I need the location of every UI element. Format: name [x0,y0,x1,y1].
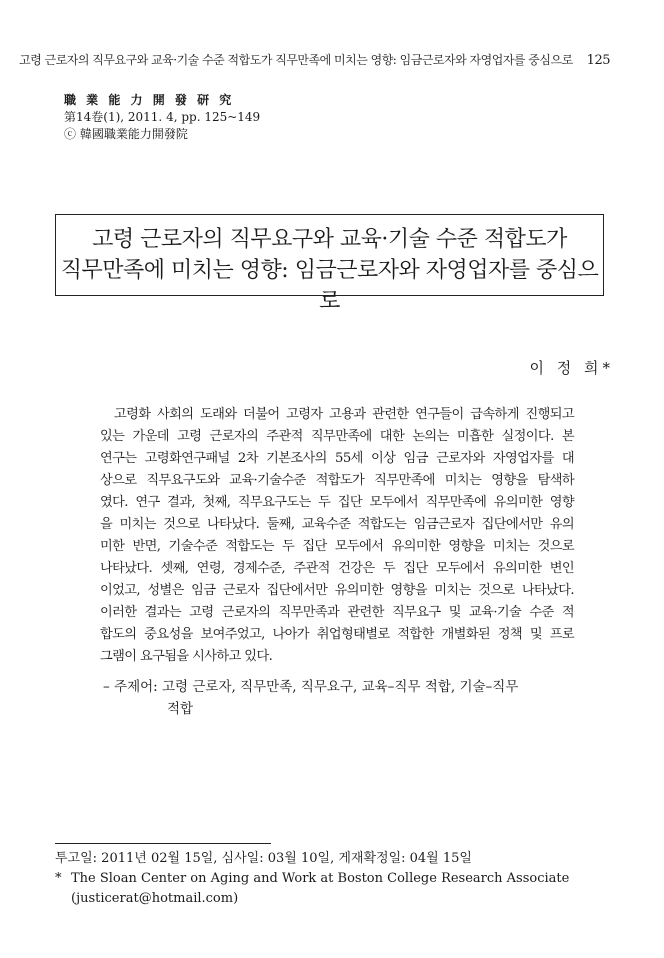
keywords-line-1: – 주제어: 고령 근로자, 직무만족, 직무요구, 교육–직무 적합, 기술–직무 [103,679,519,695]
author-email[interactable]: (justicerat@hotmail.com) [71,891,239,906]
abstract-line: 고령화 사회의 도래와 더불어 고령자 고용과 관련한 연구들이 급속하게 진행되고 [114,407,574,422]
paper-title-line-2: 직무만족에 미치는 영향: 임금근로자와 자영업자를 중심으로 [60,258,599,314]
running-head-title: 고령 근로자의 직무요구와 교육·기술 수준 적합도가 직무만족에 미치는 영향: 임금근로자와 자영업자를 중심으로 [19,53,573,67]
paper-title [56,215,603,317]
footnote-divider [55,843,271,844]
author-name: 이 정 희* [529,359,614,377]
abstract-line: 나타났다. 셋째, 연령, 경제수준, 주관적 건강은 두 집단 모두에서 유의미한 변인 [100,561,574,576]
abstract-line: 그램이 요구됨을 시사하고 있다. [100,649,273,664]
footnotes [55,849,610,909]
abstract-line: 있는 가운데 고령 근로자의 주관적 직무만족에 대한 논의는 미흡한 실정이다. 본 [100,429,574,444]
journal-info [64,92,260,143]
abstract-line: 합도의 중요성을 보여주었고, 나아가 취업형태별로 적합한 개별화된 정책 및 프로 [100,627,574,642]
abstract-line: 상으로 직무요구도와 교육·기술수준 적합도가 직무만족에 미치는 영향을 탐색하 [100,473,574,488]
paper-title-box [55,214,604,314]
running-head [0,51,610,68]
journal-copyright: ⓒ 韓國職業能力開發院 [64,127,188,141]
abstract-line: 였다. 연구 결과, 첫째, 직무요구도는 두 집단 모두에서 직무만족에 유의미한 영향 [100,495,574,510]
abstract-line: 이었고, 성별은 임금 근로자 집단에서만 유의미한 영향을 미치는 것으로 나타났다. [100,583,574,598]
keywords-line-2: 적합 [167,701,194,717]
keywords [103,676,518,720]
page-number: 125 [586,53,610,68]
abstract-line: 을 미치는 것으로 나타났다. 둘째, 교육수준 적합도는 임금근로자 집단에서만 유의 [100,517,574,532]
author-affiliation [55,869,610,889]
journal-name: 職 業 能 力 開 發 研 究 [64,93,235,107]
journal-volume: 第14卷(1), 2011. 4, pp. 125~149 [64,110,261,124]
paper-title-line-1: 고령 근로자의 직무요구와 교육·기술 수준 적합도가 [92,227,567,252]
abstract-line: 이러한 결과는 고령 근로자의 직무만족과 관련한 직무요구 및 교육·기술 수준 적 [100,605,574,620]
affiliation-text: The Sloan Center on Aging and Work at Boston College Research Associate [71,871,570,886]
abstract-line: 연구는 고령화연구패널 2차 기본조사의 55세 이상 임금 근로자와 자영업자를 대 [100,451,574,466]
submission-dates: 투고일: 2011년 02월 15일, 심사일: 03월 10일, 게재확정일: 04월 15일 [55,851,472,866]
footnote-mark: * [55,871,62,886]
abstract [100,404,574,668]
abstract-line: 미한 반면, 기술수준 적합도는 두 집단 모두에서 유의미한 영향을 미치는 것으로 [100,539,574,554]
